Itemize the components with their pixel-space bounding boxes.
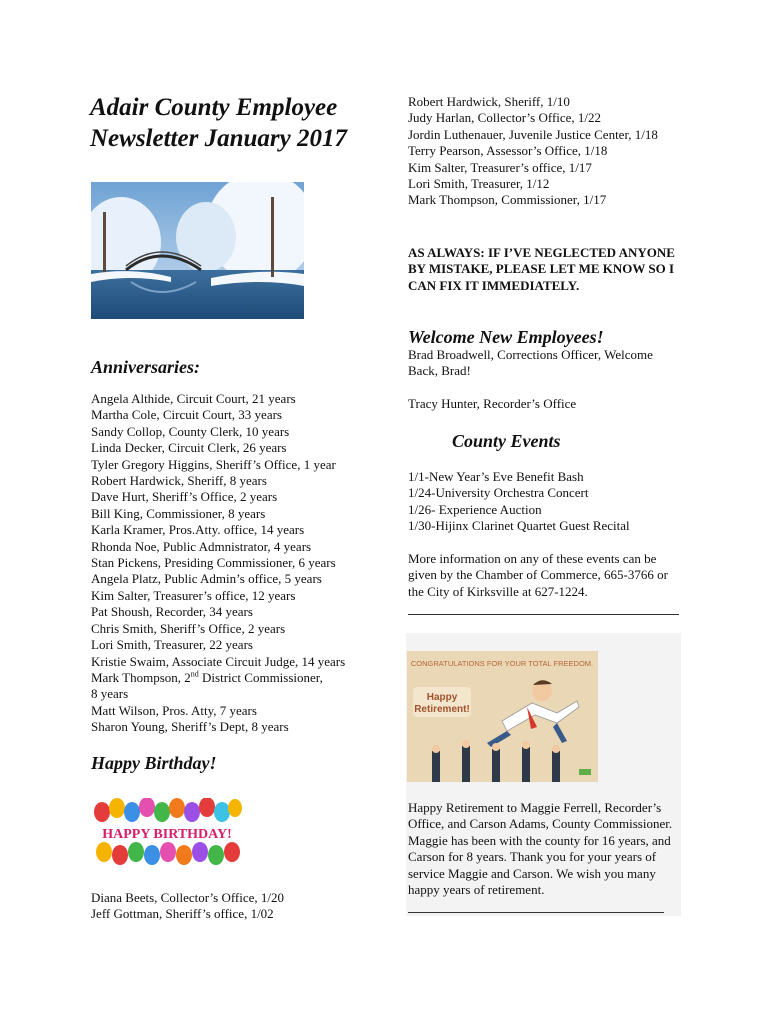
- birthday-list-left: [91, 890, 284, 923]
- list-item: Terry Pearson, Assessor’s Office, 1/18: [408, 143, 608, 159]
- welcome-item: Brad Broadwell, Corrections Officer, Welcome Back, Brad!: [408, 347, 653, 379]
- list-item: Kim Salter, Treasurer’s office, 12 years: [91, 587, 296, 603]
- birthday-list-right: [408, 94, 658, 209]
- events-more-info: More information on any of these events can be given by the Chamber of Commerce, 665-3766 or the City of Kirksville at 627-1224.: [408, 551, 668, 599]
- list-item: Tyler Gregory Higgins, Sheriff’s Office, 1 year: [91, 456, 336, 472]
- list-item: Dave Hurt, Sheriff’s Office, 2 years: [91, 489, 278, 505]
- list-item: Kim Salter, Treasurer’s office, 1/17: [408, 159, 592, 175]
- notice-text: AS ALWAYS: IF I’VE NEGLECTED ANYONE BY MISTAKE, PLEASE LET ME KNOW SO I CAN FIX IT IMMEDIATELY.: [408, 245, 675, 293]
- welcome-item: Tracy Hunter, Recorder’s Office: [408, 396, 577, 411]
- retirement-banner-top: CONGRATULATIONS FOR YOUR TOTAL FREEDOM.: [410, 659, 594, 668]
- divider: [408, 912, 664, 913]
- birthday-heading: Happy Birthday!: [91, 753, 217, 773]
- anniversaries-list: [91, 391, 345, 736]
- list-item: Lori Smith, Treasurer, 1/12: [408, 176, 550, 192]
- list-item: Kristie Swaim, Associate Circuit Judge, 14 years: [91, 653, 346, 669]
- list-item: Chris Smith, Sheriff’s Office, 2 years: [91, 620, 286, 636]
- list-item: Robert Hardwick, Sheriff, 1/10: [408, 94, 570, 109]
- retirement-banner-happy: Happy: [426, 692, 458, 703]
- newsletter-title: Adair County Employee Newsletter January 2017: [90, 94, 347, 152]
- list-item: Matt Wilson, Pros. Atty, 7 years: [91, 702, 257, 718]
- events-list: [408, 469, 630, 535]
- list-item: 1/30-Hijinx Clarinet Quartet Guest Recital: [408, 518, 630, 534]
- list-item: Mark Thompson, Commissioner, 1/17: [408, 192, 607, 208]
- list-item: Angela Althide, Circuit Court, 21 years: [91, 391, 296, 406]
- list-item: Karla Kramer, Pros.Atty. office, 14 years: [91, 522, 305, 538]
- anniversaries-heading: Anniversaries:: [91, 357, 201, 377]
- events-heading: County Events: [452, 431, 561, 451]
- list-item: Bill King, Commissioner, 8 years: [91, 505, 266, 521]
- list-item: Jordin Luthenauer, Juvenile Justice Center, 1/18: [408, 126, 658, 142]
- list-item: 1/26- Experience Auction: [408, 501, 542, 517]
- list-item: Sandy Collop, County Clerk, 10 years: [91, 423, 290, 439]
- birthday-balloons-image: [92, 798, 242, 866]
- retirement-image: [407, 651, 598, 782]
- list-item: Sharon Young, Sheriff’s Dept, 8 years: [91, 719, 289, 735]
- list-item: Jeff Gottman, Sheriff’s office, 1/02: [91, 906, 274, 922]
- list-item: Stan Pickens, Presiding Commissioner, 6 years: [91, 555, 336, 571]
- list-item: 1/1-New Year’s Eve Benefit Bash: [408, 469, 584, 484]
- list-item: Angela Platz, Public Admin’s office, 5 years: [91, 571, 322, 587]
- list-item: Robert Hardwick, Sheriff, 8 years: [91, 473, 267, 489]
- list-item: Judy Harlan, Collector’s Office, 1/22: [408, 110, 602, 126]
- retirement-text: Happy Retirement to Maggie Ferrell, Recorder’s Office, and Carson Adams, County Commissioner. Maggie has been with the county for 16 years, and Carson for 8 years. Thank you for your years of service Maggie and Carson. We wish you many happy years of retirement.: [408, 800, 673, 898]
- list-item: 8 years: [91, 686, 129, 702]
- list-item: Diana Beets, Collector’s Office, 1/20: [91, 890, 285, 905]
- list-item: Lori Smith, Treasurer, 22 years: [91, 637, 253, 653]
- list-item: Mark Thompson, 2nd District Commissioner,: [91, 669, 323, 685]
- birthday-banner-text: HAPPY BIRTHDAY!: [102, 827, 232, 842]
- welcome-heading: Welcome New Employees!: [408, 327, 604, 347]
- list-item: Martha Cole, Circuit Court, 33 years: [91, 407, 282, 423]
- retirement-banner-retirement: Retirement!: [414, 704, 470, 715]
- divider: [408, 614, 679, 615]
- list-item: Linda Decker, Circuit Clerk, 26 years: [91, 440, 287, 456]
- list-item: Pat Shoush, Recorder, 34 years: [91, 604, 253, 620]
- winter-bridge-photo: [91, 182, 304, 319]
- list-item: 1/24-University Orchestra Concert: [408, 485, 589, 501]
- list-item: Rhonda Noe, Public Admnistrator, 4 years: [91, 538, 312, 554]
